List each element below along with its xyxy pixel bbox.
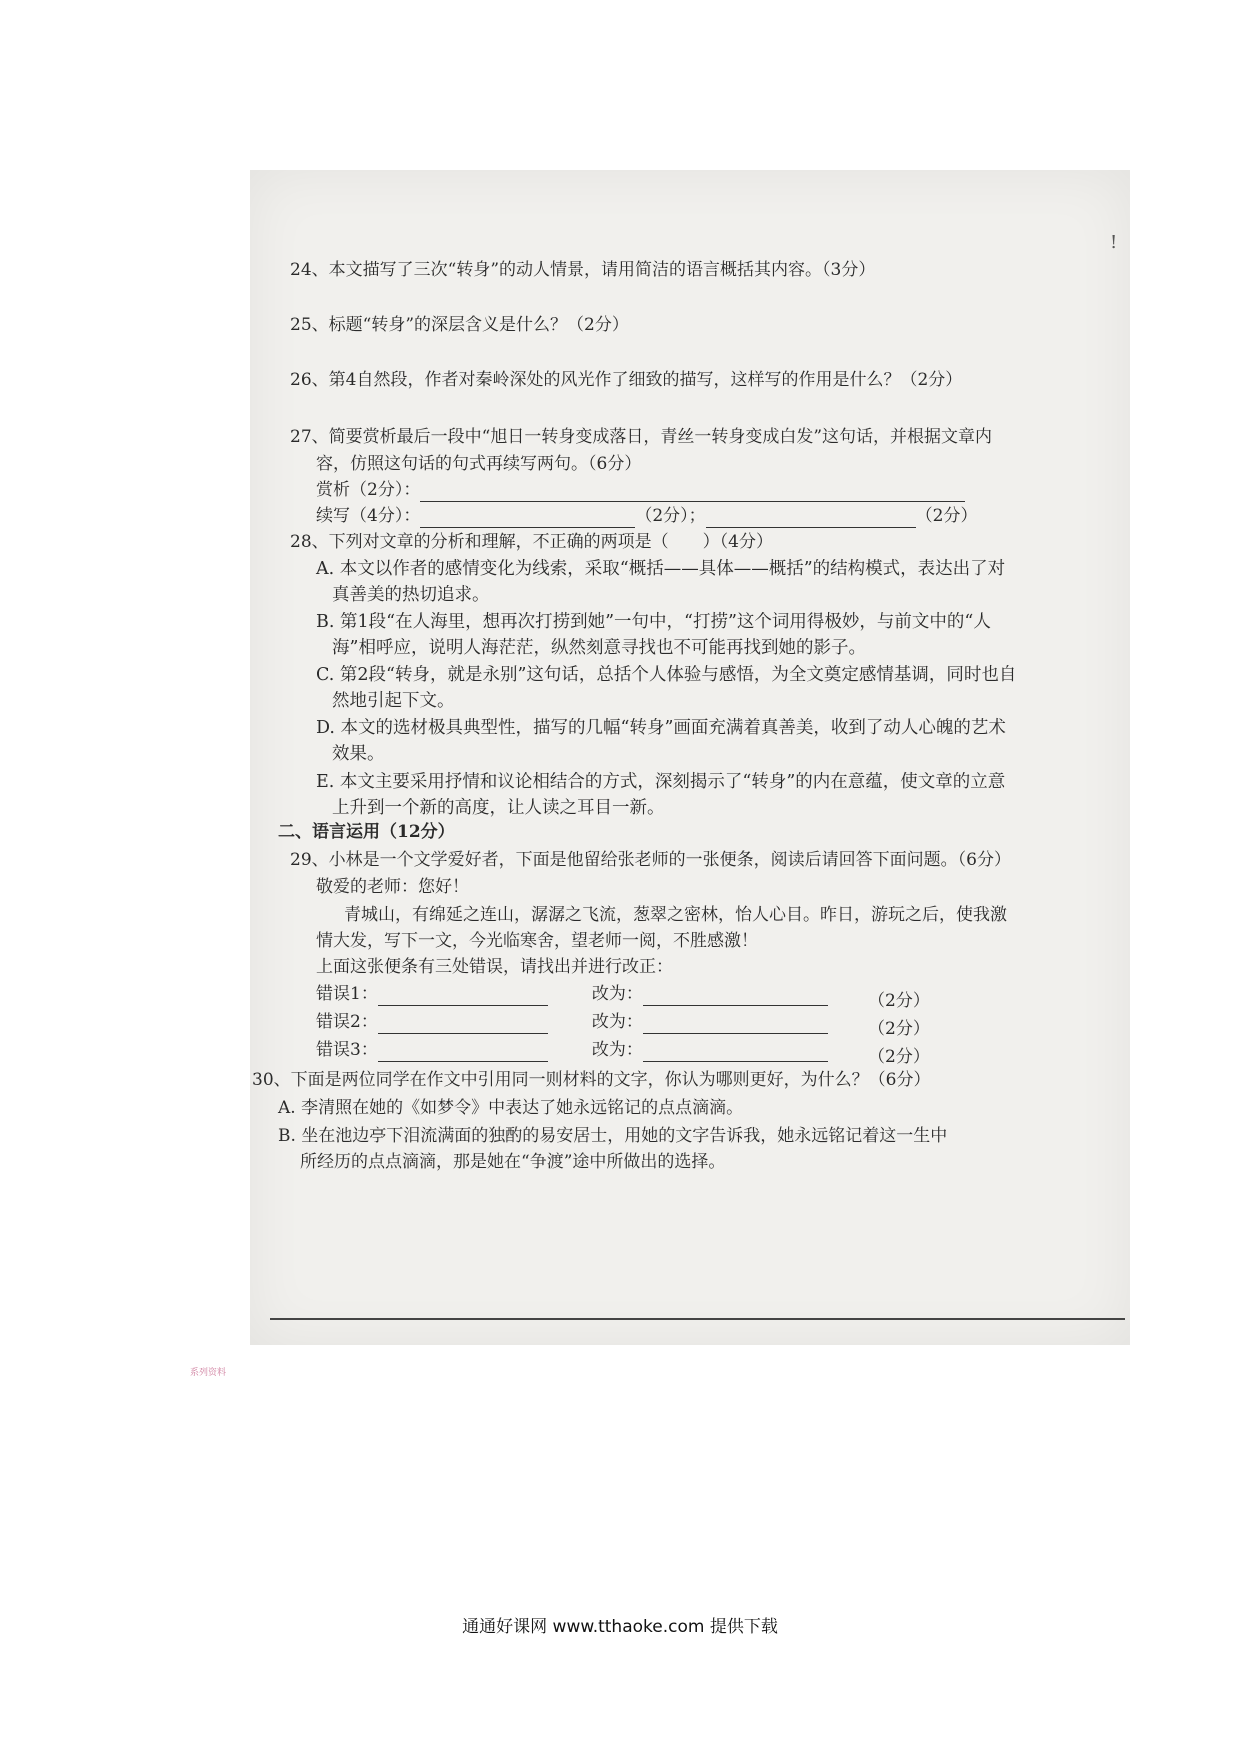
q30-option-b-line2: 所经历的点点滴滴，那是她在“争渡”途中所做出的选择。	[300, 1152, 726, 1172]
q27-appreciation-row	[316, 478, 965, 502]
error-2-label: 错误2：	[316, 1012, 378, 1032]
series-tag[interactable]: 系列资料	[190, 1368, 227, 1378]
q27-appreciation-label: 赏析（2分）：	[316, 480, 421, 500]
q28-option-e-line1: E. 本文主要采用抒情和议论相结合的方式，深刻揭示了“转身”的内在意蕴，使文章的立意	[316, 772, 1006, 792]
error-3-answer-line[interactable]	[378, 1041, 548, 1062]
error-2-answer-line[interactable]	[378, 1013, 548, 1034]
q30-option-a: A. 李清照在她的《如梦令》中表达了她永远铭记的点点滴滴。	[278, 1098, 744, 1118]
error-row-2	[316, 1010, 828, 1034]
q27-score-b: （2分）	[915, 506, 978, 526]
error-1-fix-label: 改为：	[591, 984, 643, 1004]
q28-option-d-line2: 效果。	[332, 744, 385, 764]
question-28: 28、下列对文章的分析和理解，不正确的两项是（ ）（4分）	[290, 532, 773, 552]
download-footer: 通通好课网 www.tthaoke.com 提供下载	[462, 1617, 778, 1637]
q27-appreciation-answer-line[interactable]	[420, 481, 965, 502]
answer-rule	[270, 1318, 1125, 1320]
q29-note-body-line1: 青城山，有绵延之连山，潺潺之飞流，葱翠之密林，怡人心目。昨日，游玩之后，使我激	[344, 905, 1007, 925]
q28-option-b-line2: 海”相呼应，说明人海茫茫，纵然刻意寻找也不可能再找到她的影子。	[332, 638, 866, 658]
error-row-3	[316, 1038, 828, 1062]
q29-note-body-line2: 情大发，写下一文，今光临寒舍，望老师一阅，不胜感激！	[316, 931, 758, 951]
error-1-answer-line[interactable]	[378, 985, 548, 1006]
error-2-fix-line[interactable]	[643, 1013, 828, 1034]
question-27-line1: 27、简要赏析最后一段中“旭日一转身变成落日，青丝一转身变成白发”这句话，并根据文章内	[290, 427, 993, 447]
scanned-exam-page	[250, 170, 1130, 1345]
error-3-fix-line[interactable]	[643, 1041, 828, 1062]
q27-continue-row	[316, 504, 977, 528]
question-24: 24、本文描写了三次“转身”的动人情景，请用简洁的语言概括其内容。（3分）	[290, 260, 876, 280]
error-3-label: 错误3：	[316, 1040, 378, 1060]
q28-option-c-line2: 然地引起下文。	[332, 691, 455, 711]
q27-continue-answer-line-1[interactable]	[420, 507, 635, 528]
q28-option-a-line1: A. 本文以作者的感情变化为线索，采取“概括——具体——概括”的结构模式，表达出了对	[316, 559, 1006, 579]
section-2-heading: 二、语言运用（12分）	[278, 822, 455, 842]
error-row-1	[316, 982, 828, 1006]
q29-note-greeting: 敬爱的老师：您好！	[316, 877, 469, 897]
q28-option-d-line1: D. 本文的选材极具典型性，描写的几幅“转身”画面充满着真善美，收到了动人心魄的艺术	[316, 718, 1006, 738]
q30-option-b-line1: B. 坐在池边亭下泪流满面的独酌的易安居士，用她的文字告诉我，她永远铭记着这一生中	[278, 1126, 948, 1146]
q27-continue-label: 续写（4分）：	[316, 506, 421, 526]
q27-continue-answer-line-2[interactable]	[706, 507, 916, 528]
q28-option-b-line1: B. 第1段“在人海里，想再次打捞到她”一句中，“打捞”这个词用得极妙，与前文中的“人	[316, 612, 991, 632]
error-1-fix-line[interactable]	[643, 985, 828, 1006]
question-29: 29、小林是一个文学爱好者，下面是他留给张老师的一张便条，阅读后请回答下面问题。（6分）	[290, 850, 1011, 870]
error-2-score: （2分）	[868, 1019, 930, 1039]
q29-instruction: 上面这张便条有三处错误，请找出并进行改正：	[316, 957, 673, 977]
question-25: 25、标题“转身”的深层含义是什么？（2分）	[290, 315, 629, 335]
scan-mark: !	[1110, 232, 1118, 253]
q27-score-a: （2分）；	[635, 506, 706, 526]
question-26: 26、第4自然段，作者对秦岭深处的风光作了细致的描写，这样写的作用是什么？（2分）	[290, 370, 963, 390]
question-30: 30、下面是两位同学在作文中引用同一则材料的文字，你认为哪则更好，为什么？（6分）	[252, 1070, 931, 1090]
question-27-line2: 容，仿照这句话的句式再续写两句。（6分）	[316, 454, 642, 474]
error-2-fix-label: 改为：	[591, 1012, 643, 1032]
error-3-fix-label: 改为：	[591, 1040, 643, 1060]
error-3-score: （2分）	[868, 1047, 930, 1067]
error-1-score: （2分）	[868, 991, 930, 1011]
q28-option-e-line2: 上升到一个新的高度，让人读之耳目一新。	[332, 798, 665, 818]
error-1-label: 错误1：	[316, 984, 378, 1004]
q28-option-c-line1: C. 第2段“转身，就是永别”这句话，总括个人体验与感悟，为全文奠定感情基调，同时也自	[316, 665, 1017, 685]
q28-option-a-line2: 真善美的热切追求。	[332, 585, 490, 605]
